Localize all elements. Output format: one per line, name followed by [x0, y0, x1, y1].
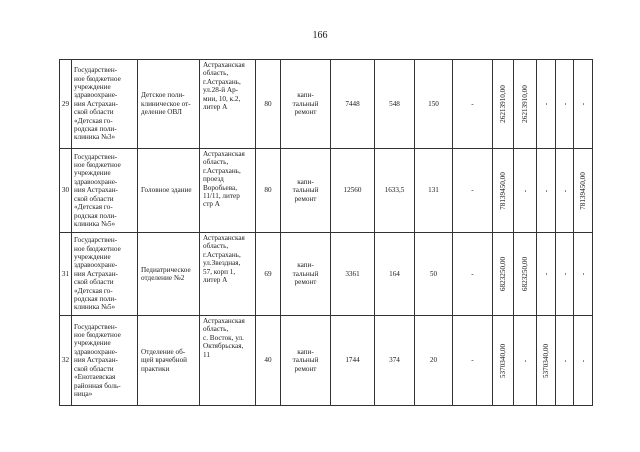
- cell-text: 31: [61, 269, 70, 278]
- cell-line: родская поли-: [74, 295, 117, 304]
- cell-line: Государствен-: [74, 322, 118, 331]
- cell-line: литер А: [203, 276, 228, 285]
- cell-line: Детское поли-: [141, 91, 185, 100]
- cell-line: область,: [203, 158, 229, 167]
- value-cell: [256, 149, 281, 233]
- organization-cell: [72, 233, 138, 316]
- cell-line: Астраханская: [203, 61, 245, 69]
- cell-line: ния Астрахан-: [74, 186, 118, 195]
- area-cell: [375, 60, 415, 149]
- amount-cell: [514, 233, 537, 316]
- cell-line: капи-: [297, 261, 314, 270]
- cell-text: 40: [264, 356, 272, 365]
- dash-mark: -: [560, 102, 569, 106]
- cell-line: отделение №2: [141, 274, 185, 282]
- cell-line: капи-: [297, 177, 314, 186]
- cell-line: щей врачебной: [141, 356, 188, 365]
- cell-line: ул.28-й Ар-: [203, 86, 239, 95]
- cell-text: -: [471, 99, 474, 108]
- cell-line: г.Астрахань,: [203, 166, 241, 175]
- amount-text: 78139450,00: [499, 171, 507, 210]
- cell-line: «Детская го-: [74, 203, 113, 212]
- cell-line: ница»: [74, 389, 93, 398]
- cell-text: 30: [61, 186, 70, 195]
- area-cell: [375, 316, 415, 406]
- work-type-cell: [281, 316, 331, 406]
- table-row: [60, 316, 593, 406]
- amount-cell: [537, 233, 556, 316]
- cell-line: Государствен-: [74, 152, 118, 161]
- cell-line: деление ОВЛ: [141, 108, 182, 117]
- amount-cell: [574, 233, 593, 316]
- cell-line: капи-: [297, 347, 314, 356]
- cell-line: «Детская го-: [74, 286, 113, 295]
- address-cell: [200, 149, 256, 233]
- cell-line: учреждение: [74, 252, 111, 261]
- cell-line: ное бюджетное: [74, 244, 121, 253]
- amount-cell: [556, 233, 574, 316]
- cell-line: здравоохране-: [74, 91, 118, 100]
- cell-line: учреждение: [74, 339, 111, 348]
- dash-mark: -: [542, 189, 550, 192]
- amount-text: 6823250,00: [499, 256, 507, 292]
- cell-text: 12560: [343, 186, 362, 195]
- row-number: [60, 149, 72, 233]
- object-cell: [138, 316, 200, 406]
- dash-mark: -: [560, 359, 569, 362]
- cell-text: 7448: [345, 99, 360, 108]
- amount-text: 78139450,00: [579, 171, 587, 210]
- amount-cell: [514, 60, 537, 149]
- dash-mark: -: [579, 102, 587, 106]
- cell-text: 131: [428, 186, 439, 195]
- object-cell: [138, 60, 200, 149]
- dash-mark: -: [560, 272, 569, 276]
- cell-line: ремонт: [294, 278, 317, 287]
- amount-cell: [493, 60, 514, 149]
- dash-cell: [453, 233, 493, 316]
- amount-cell: [556, 316, 574, 406]
- amount-cell: [493, 233, 514, 316]
- cell-line: Октябрьская,: [203, 342, 244, 351]
- cell-text: 548: [389, 99, 400, 108]
- amount-cell: [514, 316, 537, 406]
- cell-text: 374: [389, 356, 400, 365]
- cell-text: 3361: [345, 269, 360, 278]
- dash-mark: -: [521, 189, 529, 192]
- amount-text: 5370340,00: [499, 343, 507, 378]
- cell-line: ской области: [74, 364, 114, 373]
- object-cell: [138, 233, 200, 316]
- address-cell: [200, 60, 256, 149]
- address-cell: [200, 316, 256, 406]
- cell-line: Отделение об-: [141, 347, 186, 356]
- work-type-cell: [281, 60, 331, 149]
- count-cell: [415, 233, 453, 316]
- amount-cell: [556, 60, 574, 149]
- cell-text: -: [471, 356, 474, 365]
- cell-line: Головное здание: [141, 186, 192, 195]
- area-cell: [331, 60, 375, 149]
- area-cell: [331, 233, 375, 316]
- cell-line: мии, 10, к.2,: [203, 94, 241, 103]
- dash-mark: -: [542, 272, 550, 276]
- area-cell: [375, 233, 415, 316]
- cell-line: ской области: [74, 108, 114, 117]
- amount-text: 26213910,00: [521, 85, 529, 123]
- cell-line: ния Астрахан-: [74, 269, 118, 278]
- table-row: [60, 233, 593, 316]
- cell-line: родская поли-: [74, 211, 117, 220]
- cell-text: 80: [264, 186, 272, 195]
- cell-text: 69: [264, 269, 272, 278]
- dash-cell: [453, 316, 493, 406]
- cell-line: литер А: [203, 103, 228, 112]
- value-cell: [256, 60, 281, 149]
- cell-text: 80: [264, 99, 272, 108]
- value-cell: [256, 233, 281, 316]
- dash-mark: -: [560, 189, 569, 192]
- address-cell: [200, 233, 256, 316]
- cell-line: ния Астрахан-: [74, 356, 118, 365]
- area-cell: [375, 149, 415, 233]
- cell-line: Воробьева,: [203, 183, 237, 192]
- row-number: [60, 316, 72, 406]
- count-cell: [415, 60, 453, 149]
- cell-line: проезд: [203, 175, 224, 184]
- amount-cell: [574, 316, 593, 406]
- dash-cell: [453, 149, 493, 233]
- cell-line: практики: [141, 364, 170, 373]
- cell-line: Педиатрическое: [141, 265, 191, 274]
- amount-cell: [514, 149, 537, 233]
- cell-text: 32: [61, 356, 70, 365]
- dash-mark: -: [579, 272, 587, 276]
- cell-line: ремонт: [294, 108, 317, 117]
- amount-text: 26213910,00: [499, 85, 507, 123]
- cell-text: 150: [428, 99, 439, 108]
- amount-cell: [493, 316, 514, 406]
- cell-line: клиника №5»: [74, 303, 116, 312]
- cell-line: родская поли-: [74, 125, 117, 134]
- cell-line: Астраханская: [203, 234, 245, 242]
- value-cell: [256, 316, 281, 406]
- cell-line: область,: [203, 242, 229, 251]
- cell-line: ской области: [74, 278, 114, 287]
- row-number: [60, 60, 72, 149]
- row-number: [60, 233, 72, 316]
- cell-line: ния Астрахан-: [74, 99, 118, 108]
- cell-line: ул.Звездная,: [203, 259, 241, 268]
- cell-line: область,: [203, 69, 229, 78]
- cell-line: с. Восток, ул.: [203, 333, 244, 342]
- amount-cell: [574, 149, 593, 233]
- organization-cell: [72, 316, 138, 406]
- cell-line: здравоохране-: [74, 261, 118, 270]
- object-cell: [138, 149, 200, 233]
- cell-line: 11: [203, 350, 210, 359]
- amount-cell: [537, 149, 556, 233]
- amount-cell: [493, 149, 514, 233]
- dash-mark: -: [579, 359, 587, 362]
- cell-line: здравоохране-: [74, 347, 118, 356]
- cell-text: -: [471, 186, 474, 195]
- cell-line: ской области: [74, 194, 114, 203]
- cell-line: 11/11, литер: [203, 192, 240, 201]
- cell-text: -: [471, 269, 474, 278]
- area-cell: [331, 149, 375, 233]
- cell-line: районная боль-: [74, 381, 121, 390]
- cell-line: Астраханская: [203, 150, 245, 158]
- cell-line: г.Астрахань,: [203, 250, 241, 259]
- cell-line: «Енотаевская: [74, 373, 116, 382]
- cell-text: 1633,5: [384, 186, 405, 195]
- cell-line: ремонт: [294, 364, 317, 373]
- cell-line: учреждение: [74, 82, 111, 91]
- cell-line: ремонт: [294, 194, 317, 203]
- cell-line: тальный: [292, 269, 319, 278]
- page-number: 166: [312, 30, 328, 41]
- cell-line: капи-: [297, 91, 314, 100]
- area-cell: [331, 316, 375, 406]
- cell-line: клиника №5»: [74, 219, 116, 228]
- cell-line: г.Астрахань,: [203, 77, 241, 86]
- cell-line: здравоохране-: [74, 177, 118, 186]
- work-type-cell: [281, 233, 331, 316]
- table-row: [60, 149, 593, 233]
- cell-line: тальный: [292, 186, 319, 195]
- amount-cell: [537, 316, 556, 406]
- cell-line: клиника №3»: [74, 133, 116, 142]
- cell-line: стр А: [203, 200, 221, 209]
- cell-line: ное бюджетное: [74, 74, 121, 83]
- amount-text: 6823250,00: [521, 256, 529, 292]
- amount-text: 5370340,00: [542, 343, 550, 378]
- count-cell: [415, 316, 453, 406]
- cell-line: тальный: [292, 356, 319, 365]
- table-row: [60, 60, 593, 149]
- cell-line: «Детская го-: [74, 116, 113, 125]
- dash-mark: -: [521, 359, 529, 362]
- count-cell: [415, 149, 453, 233]
- cell-line: Государствен-: [74, 236, 118, 245]
- organization-cell: [72, 149, 138, 233]
- amount-cell: [537, 60, 556, 149]
- cell-text: 164: [389, 269, 400, 278]
- organization-cell: [72, 60, 138, 149]
- cell-text: 29: [61, 99, 70, 108]
- cell-line: Астраханская: [203, 317, 245, 325]
- cell-line: тальный: [292, 99, 319, 108]
- amount-cell: [574, 60, 593, 149]
- cell-text: 1744: [345, 356, 360, 365]
- dash-mark: -: [542, 102, 550, 106]
- amount-cell: [556, 149, 574, 233]
- cell-line: область,: [203, 325, 229, 334]
- cell-line: клиническое от-: [141, 99, 191, 108]
- work-type-cell: [281, 149, 331, 233]
- cell-text: 20: [429, 356, 438, 365]
- cell-line: Государствен-: [74, 66, 118, 75]
- cell-line: 57, корп 1,: [203, 267, 236, 276]
- cell-line: ное бюджетное: [74, 161, 121, 170]
- cell-line: ное бюджетное: [74, 331, 121, 340]
- renovation-table: [59, 59, 593, 406]
- cell-text: 50: [429, 269, 438, 278]
- cell-line: учреждение: [74, 169, 111, 178]
- dash-cell: [453, 60, 493, 149]
